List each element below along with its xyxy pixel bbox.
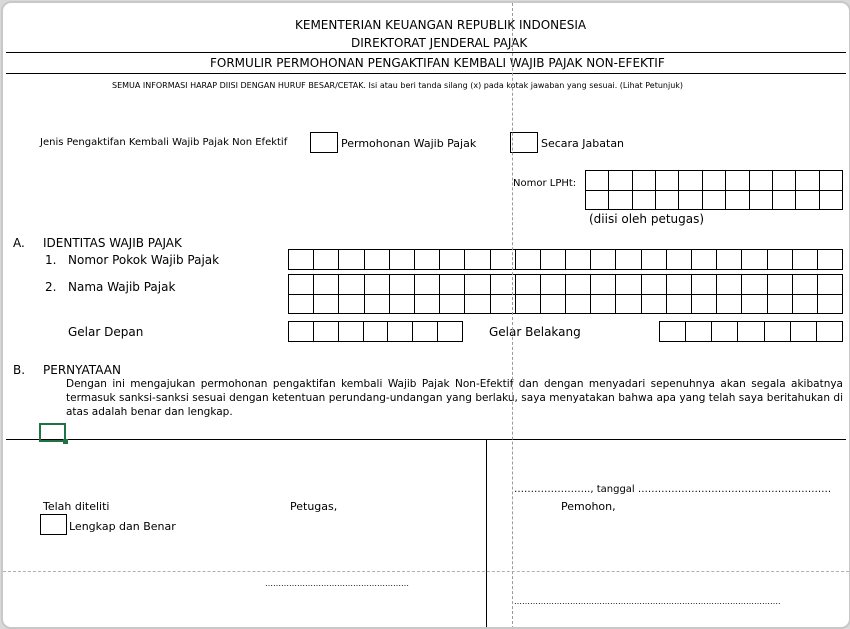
input-cell[interactable]	[667, 294, 692, 314]
input-cell[interactable]	[388, 322, 413, 342]
signature-column-divider	[486, 439, 487, 629]
input-cell[interactable]	[791, 322, 817, 342]
input-cell[interactable]	[768, 250, 793, 270]
input-cell[interactable]	[390, 250, 415, 270]
section-a-title: IDENTITAS WAJIB PAJAK	[43, 236, 182, 250]
form-title: FORMULIR PERMOHONAN PENGAKTIFAN KEMBALI WAJIB PAJAK NON-EFEKTIF	[210, 56, 665, 70]
input-cell[interactable]	[314, 275, 339, 295]
input-cell[interactable]	[365, 250, 390, 270]
input-cell[interactable]	[773, 171, 796, 191]
fill-handle[interactable]	[63, 439, 68, 444]
input-cell[interactable]	[314, 250, 339, 270]
gelar-belakang-grid[interactable]	[659, 321, 843, 342]
title-divider	[6, 73, 846, 74]
input-cell[interactable]	[289, 294, 314, 314]
input-cell[interactable]	[642, 250, 667, 270]
input-cell[interactable]	[390, 275, 415, 295]
input-cell[interactable]	[415, 275, 440, 295]
form-sheet	[1, 1, 850, 629]
input-cell[interactable]	[633, 190, 656, 210]
input-cell[interactable]	[440, 294, 465, 314]
selected-cell[interactable]	[39, 423, 66, 442]
input-cell[interactable]	[679, 190, 702, 210]
input-cell[interactable]	[703, 171, 726, 191]
input-cell[interactable]	[703, 190, 726, 210]
officer-label: Petugas,	[290, 500, 338, 513]
input-cell[interactable]	[314, 322, 339, 342]
input-cell[interactable]	[586, 190, 609, 210]
input-cell[interactable]	[516, 275, 541, 295]
input-cell[interactable]	[712, 322, 738, 342]
input-cell[interactable]	[586, 171, 609, 191]
input-cell[interactable]	[742, 275, 767, 295]
input-cell[interactable]	[796, 190, 819, 210]
input-cell[interactable]	[591, 294, 616, 314]
input-cell[interactable]	[768, 275, 793, 295]
instruction-text: SEMUA INFORMASI HARAP DIISI DENGAN HURUF BESAR/CETAK. Isi atau beri tanda silang (x) pada kotak jawaban yang sesuai. (Lihat Petunjuk)	[112, 81, 684, 90]
input-cell[interactable]	[541, 250, 566, 270]
input-cell[interactable]	[667, 275, 692, 295]
applicant-signature-line: ……………………………………………………………………………………….	[514, 597, 781, 606]
complete-label: Lengkap dan Benar	[69, 520, 176, 533]
input-cell[interactable]	[742, 250, 767, 270]
npwp-input-grid[interactable]	[288, 249, 843, 270]
npwp-number: 1.	[45, 253, 57, 267]
input-cell[interactable]	[591, 275, 616, 295]
input-cell[interactable]	[390, 294, 415, 314]
lpht-note: (diisi oleh petugas)	[589, 212, 705, 226]
input-cell[interactable]	[289, 322, 314, 342]
input-cell[interactable]	[726, 171, 749, 191]
header-divider	[6, 52, 846, 53]
checkbox-jabatan[interactable]	[510, 132, 538, 153]
gelar-belakang-label: Gelar Belakang	[489, 325, 581, 339]
input-cell[interactable]	[541, 275, 566, 295]
input-cell[interactable]	[339, 294, 364, 314]
section-a-letter: A.	[13, 236, 25, 250]
input-cell[interactable]	[656, 171, 679, 191]
input-cell[interactable]	[818, 250, 843, 270]
checkbox-permohonan[interactable]	[310, 132, 338, 153]
input-cell[interactable]	[667, 250, 692, 270]
input-cell[interactable]	[616, 250, 641, 270]
gelar-depan-grid[interactable]	[288, 321, 463, 342]
activation-type-label: Jenis Pengaktifan Kembali Wajib Pajak Non Efektif	[40, 137, 288, 148]
input-cell[interactable]	[314, 294, 339, 314]
input-cell[interactable]	[415, 294, 440, 314]
input-cell[interactable]	[289, 275, 314, 295]
signature-divider	[6, 439, 846, 440]
section-b-letter: B.	[13, 363, 26, 377]
input-cell[interactable]	[818, 294, 843, 314]
checkbox-lengkap[interactable]	[40, 514, 67, 535]
officer-signature-line: ………………………………………………	[265, 579, 409, 588]
input-cell[interactable]	[738, 322, 764, 342]
input-cell[interactable]	[616, 275, 641, 295]
input-cell[interactable]	[796, 171, 819, 191]
input-cell[interactable]	[289, 250, 314, 270]
input-cell[interactable]	[765, 322, 791, 342]
input-cell[interactable]	[465, 294, 490, 314]
input-cell[interactable]	[692, 275, 717, 295]
input-cell[interactable]	[516, 250, 541, 270]
statement-text: Dengan ini mengajukan permohonan pengaktifan kembali Wajib Pajak Non-Efektif dan dengan menyadari sepenuhnya akan segala akibatnya termasuk sanksi-sanksi sesuai dengan ketentuan perundang-undangan yang berlaku, saya menyatakan bahwa apa yang telah saya beritahukan di atas adalah benar dan lengkap.	[66, 378, 843, 418]
input-cell[interactable]	[415, 250, 440, 270]
page-break-vertical	[512, 3, 513, 629]
input-cell[interactable]	[440, 275, 465, 295]
input-cell[interactable]	[591, 250, 616, 270]
lpht-row-2[interactable]	[585, 190, 843, 210]
input-cell[interactable]	[440, 250, 465, 270]
name-input-row-1[interactable]	[288, 274, 843, 295]
input-cell[interactable]	[692, 294, 717, 314]
input-cell[interactable]	[679, 171, 702, 191]
input-cell[interactable]	[609, 190, 632, 210]
gelar-depan-label: Gelar Depan	[68, 325, 144, 339]
input-cell[interactable]	[742, 294, 767, 314]
input-cell[interactable]	[566, 294, 591, 314]
input-cell[interactable]	[566, 250, 591, 270]
checked-label: Telah diteliti	[43, 500, 110, 513]
input-cell[interactable]	[773, 190, 796, 210]
lpht-label: Nomor LPHt:	[513, 178, 577, 189]
input-cell[interactable]	[438, 322, 463, 342]
input-cell[interactable]	[793, 250, 818, 270]
input-cell[interactable]	[642, 275, 667, 295]
input-cell[interactable]	[717, 250, 742, 270]
input-cell[interactable]	[633, 171, 656, 191]
input-cell[interactable]	[750, 171, 773, 191]
lpht-row-1[interactable]	[585, 170, 843, 191]
input-cell[interactable]	[339, 322, 364, 342]
input-cell[interactable]	[817, 322, 843, 342]
input-cell[interactable]	[686, 322, 712, 342]
date-line: ………………….., tanggal ………………………………………………….	[514, 484, 832, 495]
input-cell[interactable]	[642, 294, 667, 314]
input-cell[interactable]	[541, 294, 566, 314]
name-number: 2.	[45, 280, 57, 294]
input-cell[interactable]	[818, 275, 843, 295]
input-cell[interactable]	[820, 190, 843, 210]
input-cell[interactable]	[616, 294, 641, 314]
input-cell[interactable]	[465, 275, 490, 295]
input-cell[interactable]	[364, 322, 389, 342]
input-cell[interactable]	[365, 275, 390, 295]
input-cell[interactable]	[656, 190, 679, 210]
input-cell[interactable]	[717, 294, 742, 314]
applicant-label: Pemohon,	[561, 500, 616, 513]
input-cell[interactable]	[365, 294, 390, 314]
input-cell[interactable]	[793, 294, 818, 314]
input-cell[interactable]	[609, 171, 632, 191]
input-cell[interactable]	[717, 275, 742, 295]
name-label: Nama Wajib Pajak	[68, 280, 176, 294]
npwp-label: Nomor Pokok Wajib Pajak	[68, 253, 220, 267]
input-cell[interactable]	[339, 250, 364, 270]
input-cell[interactable]	[750, 190, 773, 210]
input-cell[interactable]	[413, 322, 438, 342]
input-cell[interactable]	[692, 250, 717, 270]
input-cell[interactable]	[726, 190, 749, 210]
input-cell[interactable]	[465, 250, 490, 270]
option-jabatan-label: Secara Jabatan	[541, 137, 625, 150]
input-cell[interactable]	[660, 322, 686, 342]
input-cell[interactable]	[566, 275, 591, 295]
input-cell[interactable]	[793, 275, 818, 295]
page-break-horizontal	[3, 571, 849, 572]
input-cell[interactable]	[339, 275, 364, 295]
name-input-row-2[interactable]	[288, 294, 843, 314]
section-b-title: PERNYATAAN	[43, 363, 121, 377]
ministry-title: KEMENTERIAN KEUANGAN REPUBLIK INDONESIA	[295, 18, 587, 32]
input-cell[interactable]	[768, 294, 793, 314]
input-cell[interactable]	[516, 294, 541, 314]
input-cell[interactable]	[820, 171, 843, 191]
option-permohonan-label: Permohonan Wajib Pajak	[341, 137, 477, 150]
directorate-title: DIREKTORAT JENDERAL PAJAK	[351, 36, 528, 50]
